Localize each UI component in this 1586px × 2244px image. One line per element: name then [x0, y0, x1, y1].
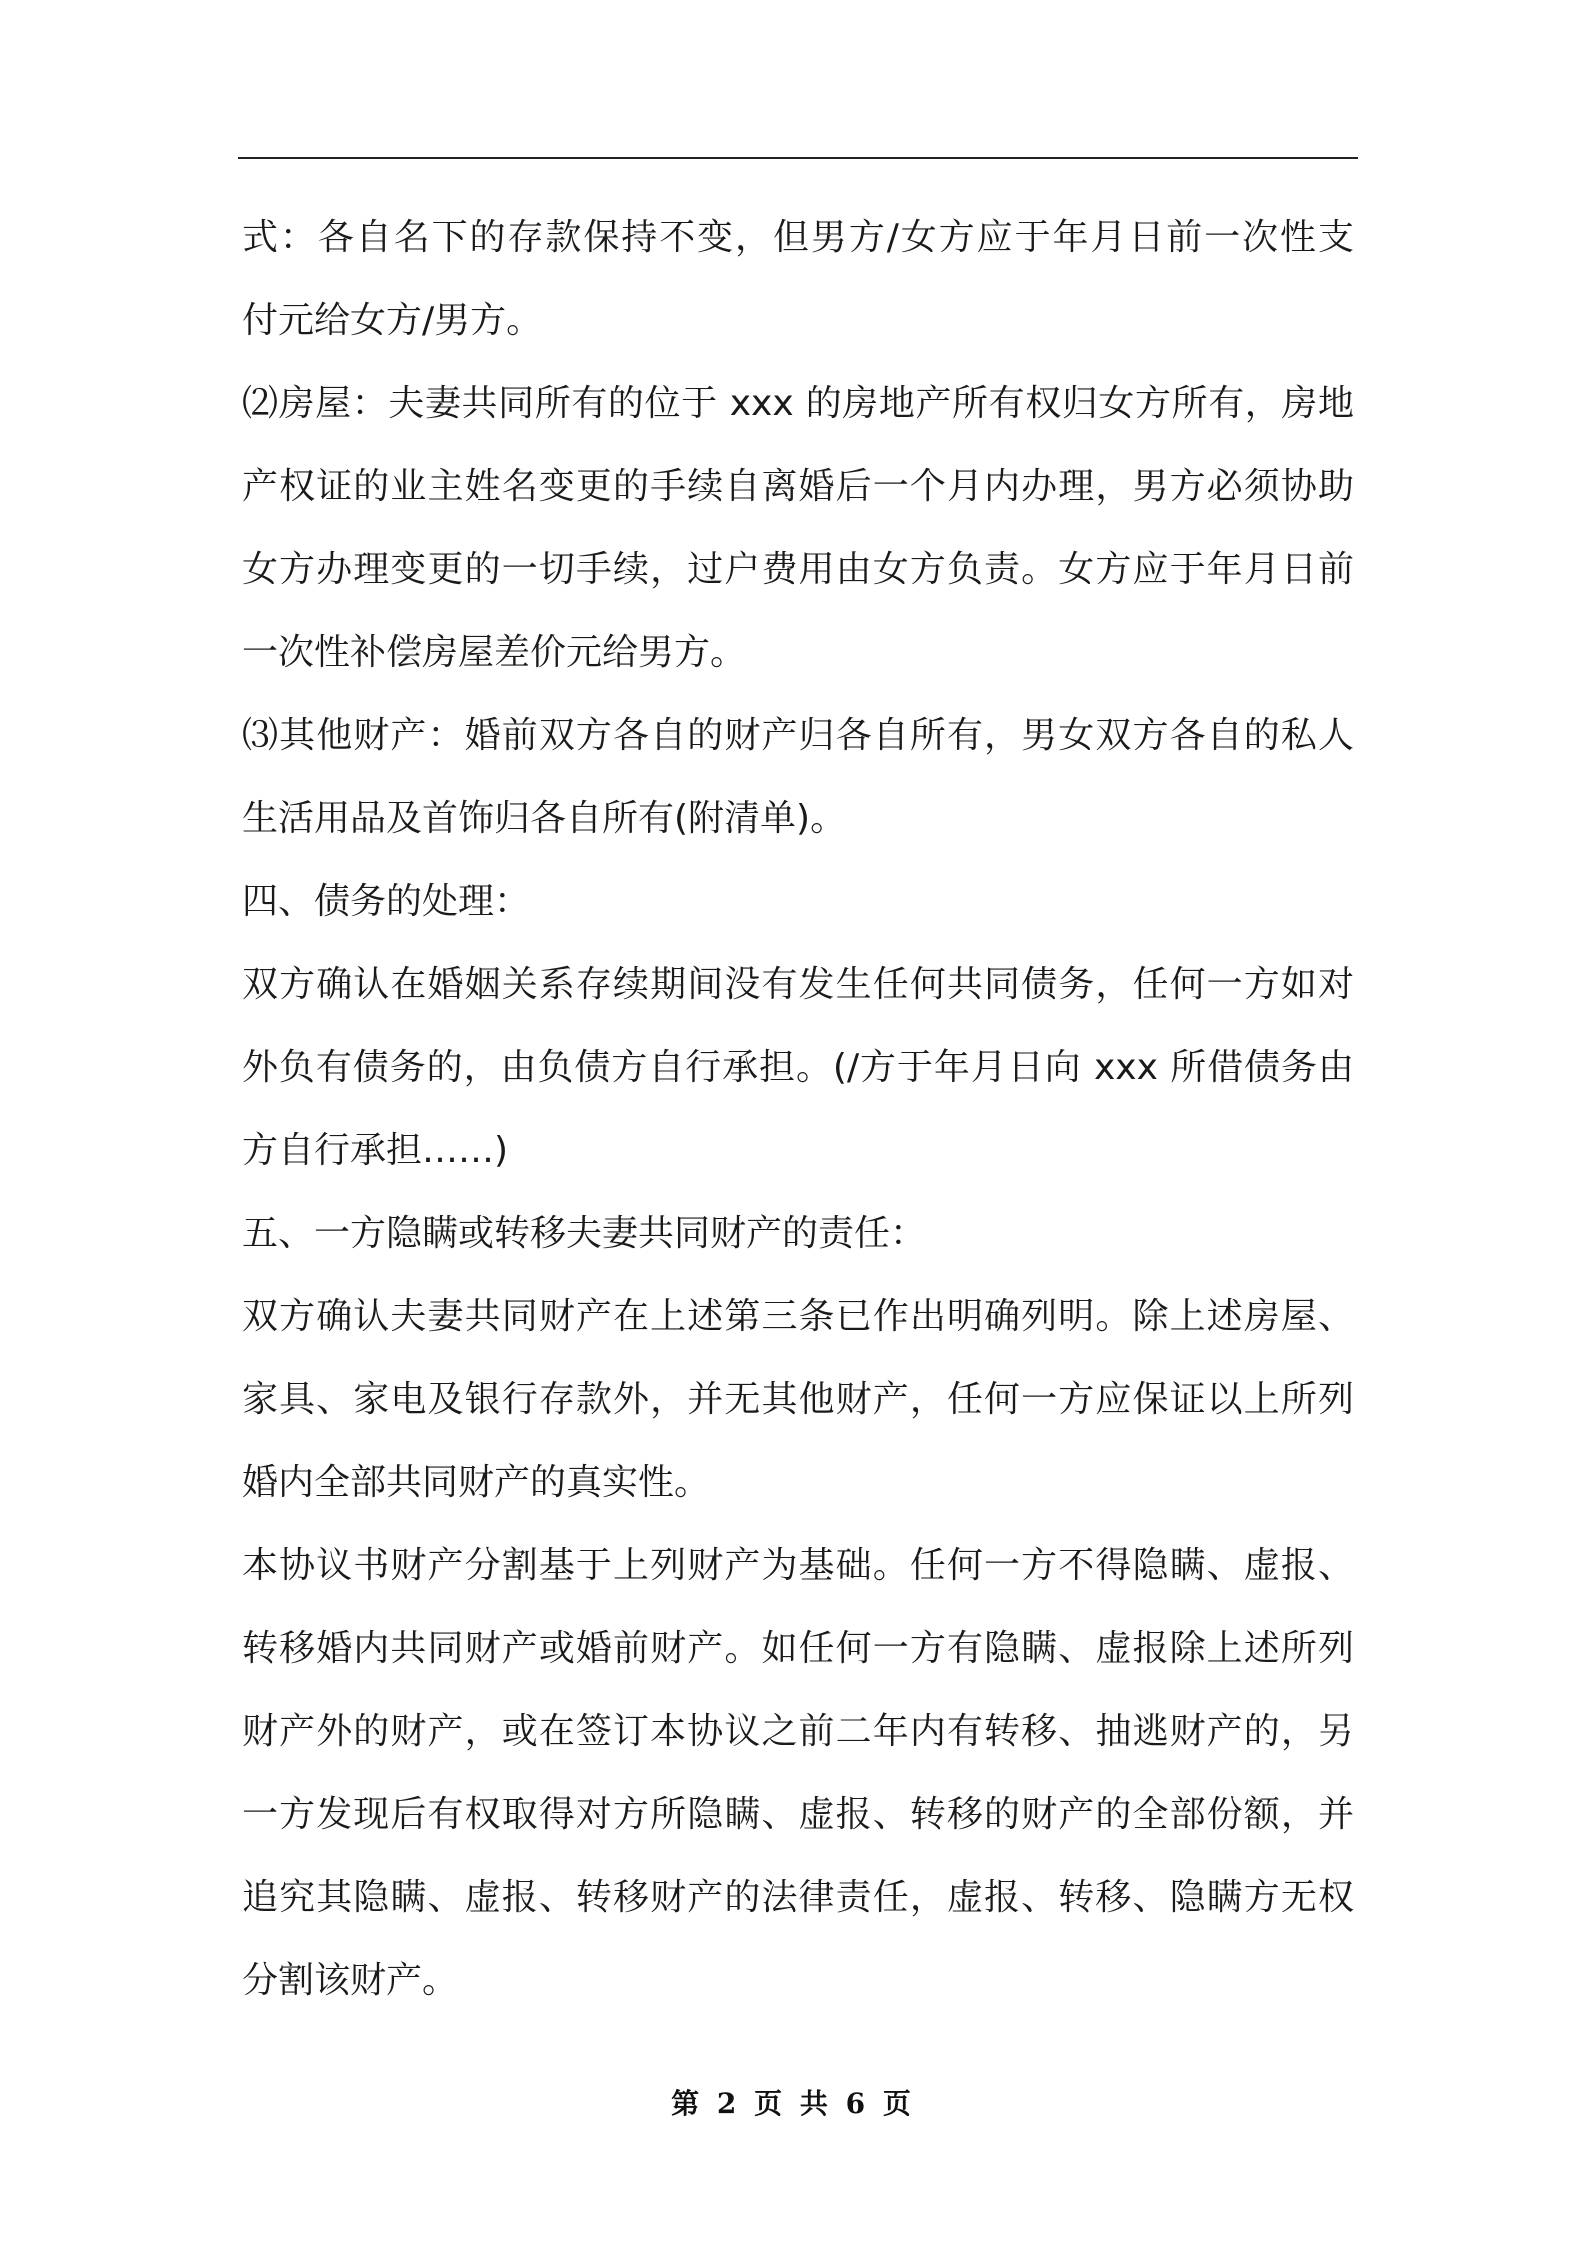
text-line: 式：各自名下的存款保持不变，但男方/女方应于年月日前一次性支 [242, 217, 1354, 258]
text-line: 分割该财产。 [242, 1960, 459, 2001]
text-line: 外负有债务的，由负债方自行承担。(/方于年月日向 xxx 所借债务由 [242, 1047, 1354, 1088]
text-line: 付元给女方/男方。 [242, 300, 543, 341]
text-line: 产权证的业主姓名变更的手续自离婚后一个月内办理，男方必须协助 [242, 466, 1354, 507]
section-heading: 五、一方隐瞒或转移夫妻共同财产的责任： [242, 1213, 927, 1254]
text-line: 婚内全部共同财产的真实性。 [242, 1462, 711, 1503]
text-line: 生活用品及首饰归各自所有(附清单)。 [242, 798, 847, 839]
text-line: 一次性补偿房屋差价元给男方。 [242, 632, 747, 673]
text-line: 财产外的财产，或在签订本协议之前二年内有转移、抽逃财产的，另 [242, 1711, 1354, 1752]
text-line: 方自行承担……) [242, 1130, 509, 1171]
text-line: ⑵房屋：夫妻共同所有的位于 xxx 的房地产所有权归女方所有，房地 [242, 383, 1354, 424]
header-rule [238, 157, 1358, 159]
text-line: 一方发现后有权取得对方所隐瞒、虚报、转移的财产的全部份额，并 [242, 1794, 1354, 1835]
text-line: 追究其隐瞒、虚报、转移财产的法律责任，虚报、转移、隐瞒方无权 [242, 1877, 1354, 1918]
text-line: 本协议书财产分割基于上列财产为基础。任何一方不得隐瞒、虚报、 [242, 1545, 1354, 1586]
text-line: 双方确认在婚姻关系存续期间没有发生任何共同债务，任何一方如对 [242, 964, 1354, 1005]
text-line: 女方办理变更的一切手续，过户费用由女方负责。女方应于年月日前 [242, 549, 1354, 590]
text-line: 家具、家电及银行存款外，并无其他财产，任何一方应保证以上所列 [242, 1379, 1354, 1420]
section-heading: 四、债务的处理： [242, 881, 531, 922]
document-body [242, 196, 1354, 2022]
text-line: ⑶其他财产：婚前双方各自的财产归各自所有，男女双方各自的私人 [242, 715, 1354, 756]
text-line: 转移婚内共同财产或婚前财产。如任何一方有隐瞒、虚报除上述所列 [242, 1628, 1354, 1669]
text-line: 双方确认夫妻共同财产在上述第三条已作出明确列明。除上述房屋、 [242, 1296, 1354, 1337]
page-number-footer: 第 2 页 共 6 页 [671, 2087, 915, 2120]
